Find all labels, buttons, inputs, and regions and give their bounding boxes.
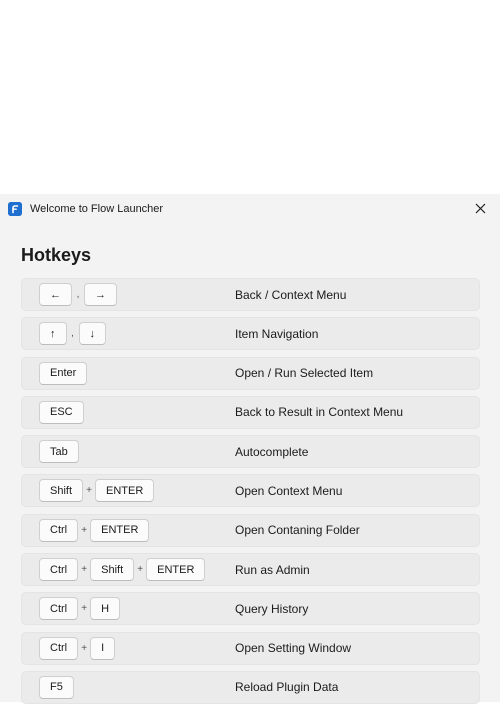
flow-launcher-icon xyxy=(8,202,22,216)
hotkey-keys xyxy=(39,318,106,349)
hotkey-keys xyxy=(39,593,120,624)
keycap: H xyxy=(90,597,120,620)
keycap: Shift xyxy=(39,479,83,502)
key-combo-plus: + xyxy=(137,564,144,576)
keycap: Ctrl xyxy=(39,637,78,660)
keycap: ENTER xyxy=(95,479,154,502)
key-combo-plus: + xyxy=(81,564,88,576)
hotkey-row xyxy=(21,671,480,704)
key-separator-comma: , xyxy=(76,289,80,300)
keycap: Ctrl xyxy=(39,558,78,581)
hotkey-row xyxy=(21,357,480,390)
hotkey-description: Run as Admin xyxy=(235,562,310,577)
hotkey-keys xyxy=(39,672,74,703)
keycap: ENTER xyxy=(146,558,205,581)
key-combo-plus: + xyxy=(81,642,88,654)
hotkey-row xyxy=(21,592,480,625)
page-title: Hotkeys xyxy=(21,245,92,265)
keycap: ENTER xyxy=(90,519,149,542)
hotkey-keys xyxy=(39,279,117,310)
keycap: Shift xyxy=(90,558,134,581)
close-icon xyxy=(475,201,486,219)
keycap: ESC xyxy=(39,401,84,424)
title-bar[interactable] xyxy=(0,194,500,226)
key-combo-plus: + xyxy=(81,603,88,615)
hotkey-row xyxy=(21,514,480,547)
hotkey-description: Autocomplete xyxy=(235,444,309,459)
key-combo-plus: + xyxy=(86,485,92,497)
hotkey-description: Item Navigation xyxy=(235,326,319,341)
keycap: I xyxy=(90,637,115,660)
window-title: Welcome to Flow Launcher xyxy=(30,203,164,215)
hotkey-row xyxy=(21,474,480,507)
hotkey-description: Open / Run Selected Item xyxy=(235,366,374,381)
keycap: ↓ xyxy=(79,322,107,345)
key-combo-plus: + xyxy=(81,524,88,536)
keycap: Tab xyxy=(39,440,79,463)
hotkey-description: Open Setting Window xyxy=(235,641,352,656)
hotkey-keys xyxy=(39,397,84,428)
keycap: ↑ xyxy=(39,322,67,345)
keycap: Ctrl xyxy=(39,597,78,620)
hotkey-keys xyxy=(39,515,149,546)
hotkey-list xyxy=(21,278,480,710)
hotkey-description: Open Context Menu xyxy=(235,483,343,498)
hotkey-keys xyxy=(39,358,87,389)
hotkey-description: Reload Plugin Data xyxy=(235,680,339,695)
hotkey-row xyxy=(21,396,480,429)
keycap: Ctrl xyxy=(39,519,78,542)
hotkey-description: Back to Result in Context Menu xyxy=(235,405,404,420)
hotkey-description: Back / Context Menu xyxy=(235,287,347,302)
hotkey-description: Query History xyxy=(235,601,309,616)
hotkey-row xyxy=(21,278,480,311)
hotkey-row xyxy=(21,435,480,468)
keycap: Enter xyxy=(39,362,87,385)
hotkey-row xyxy=(21,553,480,586)
hotkey-description: Open Contaning Folder xyxy=(235,523,360,538)
keycap: F5 xyxy=(39,676,74,699)
key-separator-comma: , xyxy=(71,328,74,340)
hotkey-keys xyxy=(39,554,205,585)
hotkey-keys xyxy=(39,436,79,467)
welcome-window xyxy=(0,194,500,702)
keycap: → xyxy=(84,283,117,306)
hotkey-row xyxy=(21,317,480,350)
hotkey-row xyxy=(21,632,480,665)
hotkey-keys xyxy=(39,475,154,506)
close-button[interactable] xyxy=(468,198,492,222)
keycap: ← xyxy=(39,283,72,306)
hotkey-keys xyxy=(39,633,115,664)
